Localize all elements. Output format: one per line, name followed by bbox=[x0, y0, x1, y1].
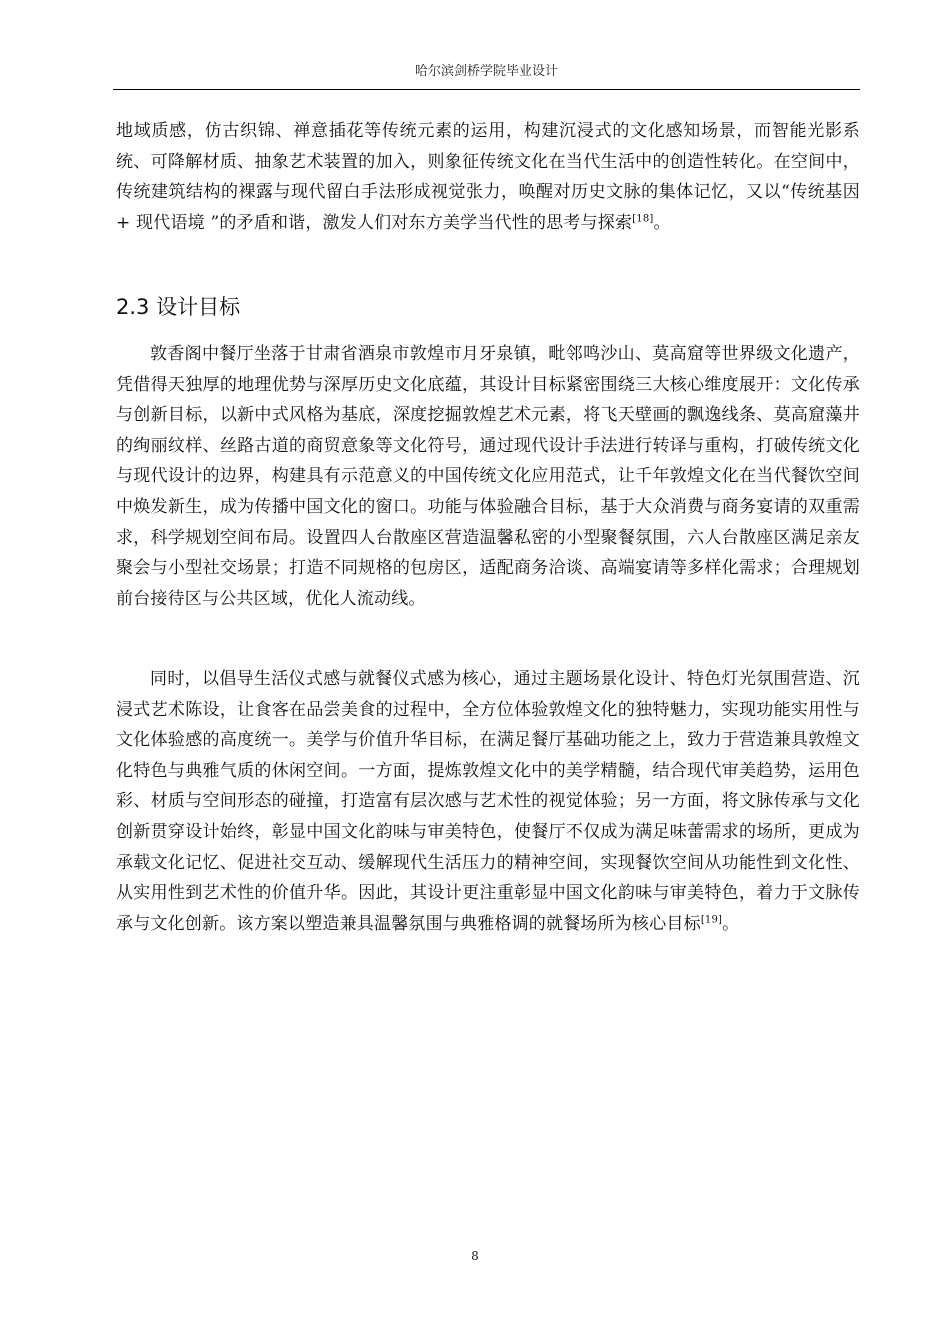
paragraph-end-punctuation: 。 bbox=[653, 212, 671, 233]
paragraph-block-2 bbox=[116, 339, 860, 614]
paragraph-continuation bbox=[116, 116, 860, 238]
paragraph-design-goals-continued bbox=[116, 664, 860, 939]
page-header bbox=[113, 62, 860, 90]
paragraph-end-punctuation: 。 bbox=[722, 913, 740, 934]
page-number: 8 bbox=[471, 1249, 479, 1263]
paragraph-block-3 bbox=[116, 664, 860, 939]
header-title: 哈尔滨剑桥学院毕业设计 bbox=[414, 64, 558, 79]
paragraph-text: 同时，以倡导生活仪式感与就餐仪式感为核心，通过主题场景化设计、特色灯光氛围营造、沉浸式艺术陈设，让食客在品尝美食的过程中，全方位体验敦煌文化的独特魅力，实现功能实用性与文化体验感的高度统一。美学与价值升华目标，在满足餐厅基础功能之上，致力于营造兼具敦煌文化特色与典雅气质的休闲空间。一方面，提炼敦煌文化中的美学精髓，结合现代审美趋势，运用色彩、材质与空间形态的碰撞，打造富有层次感与艺术性的视觉体验；另一方面，将文脉传承与文化创新贯穿设计始终，彰显中国文化韵味与审美特色，使餐厅不仅成为满足味蕾需求的场所，更成为承载文化记忆、促进社交互动、缓解现代生活压力的精神空间，实现餐饮空间从功能性到文化性、从实用性到艺术性的价值升华。因此，其设计更注重彰显中国文化韵味与审美特色，着力于文脉传承与文化创新。该方案以塑造兼具温馨氛围与典雅格调的就餐场所为核心目标 bbox=[116, 669, 860, 934]
paragraph-design-goals: 敦香阁中餐厅坐落于甘肃省酒泉市敦煌市月牙泉镇，毗邻鸣沙山、莫高窟等世界级文化遗产，凭借得天独厚的地理优势与深厚历史文化底蕴，其设计目标紧密围绕三大核心维度展开：文化传承与创新目标，以新中式风格为基底，深度挖掘敦煌艺术元素，将飞天壁画的飘逸线条、莫高窟藻井的绚丽纹样、丝路古道的商贸意象等文化符号，通过现代设计手法进行转译与重构，打破传统文化与现代设计的边界，构建具有示范意义的中国传统文化应用范式，让千年敦煌文化在当代餐饮空间中焕发新生，成为传播中国文化的窗口。功能与体验融合目标，基于大众消费与商务宴请的双重需求，科学规划空间布局。设置四人台散座区营造温馨私密的小型聚餐氛围，六人台散座区满足亲友聚会与小型社交场景；打造不同规格的包房区，适配商务洽谈、高端宴请等多样化需求；合理规划前台接待区与公共区域，优化人流动线。 bbox=[116, 344, 860, 609]
citation-19: [19] bbox=[700, 914, 723, 926]
citation-18: [18] bbox=[632, 213, 654, 225]
paragraph-text: 地域质感，仿古织锦、禅意插花等传统元素的运用，构建沉浸式的文化感知场景，而智能光影系统、可降解材质、抽象艺术装置的加入，则象征传统文化在当代生活中的创造性转化。在空间中，传统建筑结构的裸露与现代留白手法形成视觉张力，唤醒对历史文脉的集体记忆，又以“传统基因 + 现代语境 ”的矛盾和谐，激发人们对东方美学当代性的思考与探索 bbox=[116, 121, 860, 233]
section-heading: 2.3 设计目标 bbox=[116, 295, 241, 319]
paragraph-block-1 bbox=[116, 116, 860, 238]
